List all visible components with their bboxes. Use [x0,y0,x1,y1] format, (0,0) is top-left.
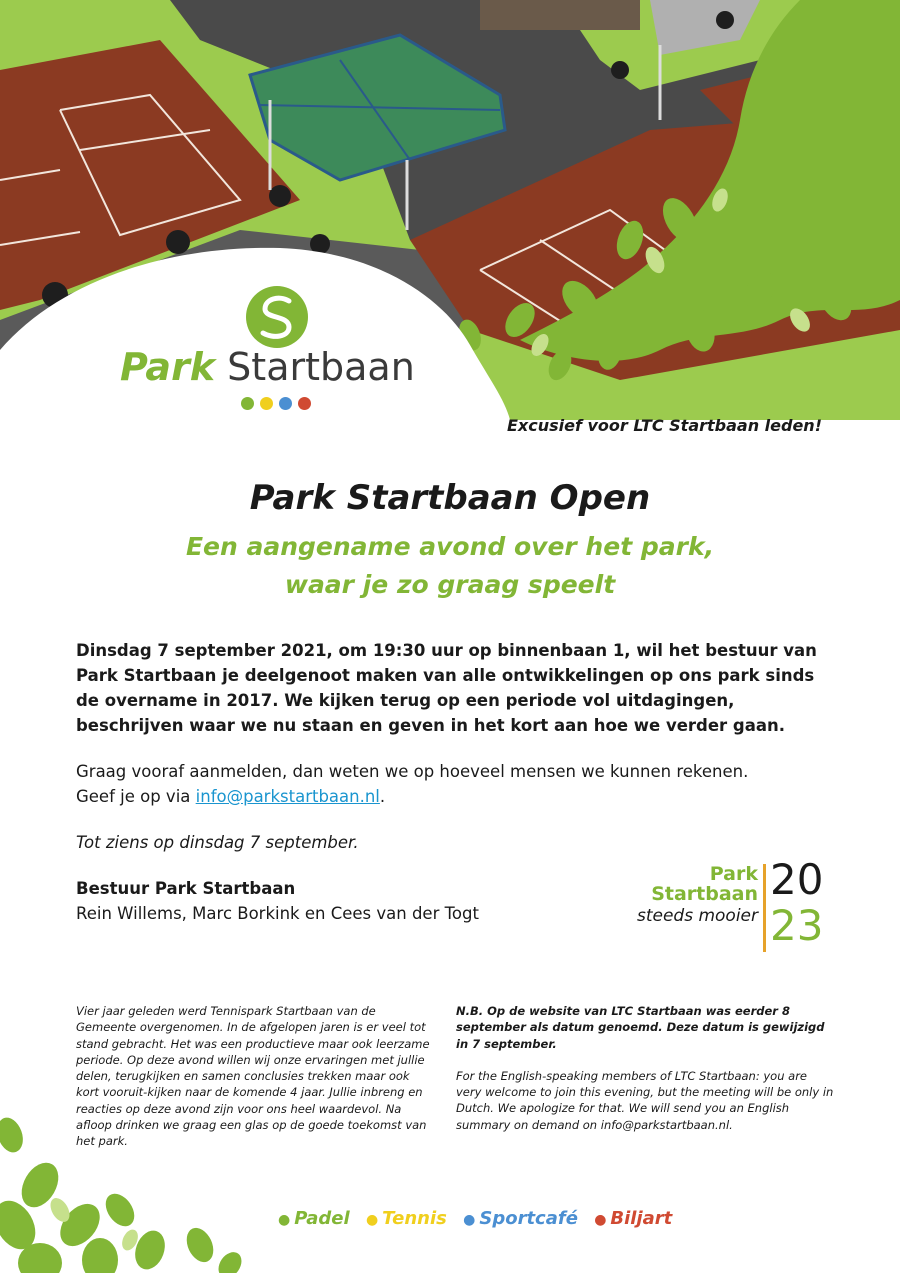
logo-dot-red [298,397,311,410]
signup-email-link[interactable]: info@parkstartbaan.nl [195,787,380,806]
badge-year-top: 20 [770,855,824,904]
footer-item-padel: ● Padel [278,1208,350,1229]
exclusive-note: Excusief voor LTC Startbaan leden! [506,416,822,435]
bullet-icon: ● [365,1212,379,1228]
logo-dot-blue [279,397,292,410]
footer-item-biljart: ● Biljart [594,1208,673,1229]
page-title: Park Startbaan Open [249,478,651,518]
bullet-icon: ● [278,1212,291,1228]
signature-title: Bestuur Park Startbaan [76,879,296,898]
subtitle-line-2: waar je zo graag speelt [284,570,616,599]
badge-divider [763,864,766,952]
english-note: For the English-speaking members of LTC Startbaan: you are very welcome to join this evening, but the meeting will be only in Dutch. We apologize for that. We will send you an English summary on demand on info@parkstartbaan.nl. [456,1068,834,1132]
bullet-icon: ● [463,1212,476,1228]
signup-prefix: Geef je op via [76,787,196,806]
signup-suffix: . [379,787,386,806]
logo-dots [241,397,311,410]
signup-paragraph [76,759,836,809]
badge-year-bottom: 23 [770,901,824,950]
badge-words [651,864,758,904]
badge-line-2: Startbaan [651,883,758,905]
park-2023-badge [620,855,840,960]
logo-dot-yellow [260,397,273,410]
nb-note: N.B. Op de website van LTC Startbaan was eerder 8 september als datum genoemd. Deze datum is gewijzigd in 7 september. [456,1004,825,1051]
notes-left: Vier jaar geleden werd Tennispark Startbaan van de Gemeente overgenomen. In de afgelopen jaren is er veel tot stand gebracht. Het was een productieve maar ook leerzame periode. Op deze avond willen wij onze ervaringen met jullie delen, terugkijken en samen conclusies trekken maar ook kort vooruit-kijken naar de komende 4 jaar. Jullie inbreng en reacties op deze avond zijn voor ons heel waardevol. Na afloop drinken we graag een glas op de goede toekomst van het park. [76,1004,430,1149]
logo-word-park: Park [120,345,216,389]
badge-tagline: steeds mooier [636,906,758,926]
logo-wordmark [120,345,415,389]
subtitle-line-1: Een aangename avond over het park, [185,532,715,561]
leaves-decoration [0,1115,260,1273]
page-subtitle [0,528,900,604]
signup-line-1: Graag vooraf aanmelden, dan weten we op hoeveel mensen we kunnen rekenen. [76,762,749,781]
closing-line: Tot ziens op dinsdag 7 september. [76,833,359,852]
notes-right [456,1003,836,1149]
logo-word-startbaan: Startbaan [227,345,415,389]
badge-line-1: Park [709,863,758,885]
logo-dot-green [241,397,254,410]
park-startbaan-logo [120,285,420,415]
footer-item-sportcafe: ● Sportcafé [463,1208,578,1229]
footer-activities [278,1208,682,1229]
bullet-icon: ● [594,1212,607,1228]
logo-s-icon [245,285,309,349]
signature-names: Rein Willems, Marc Borkink en Cees van der Togt [76,904,479,923]
footer-item-tennis: ● Tennis [365,1208,447,1229]
lead-paragraph: Dinsdag 7 september 2021, om 19:30 uur op binnenbaan 1, wil het bestuur van Park Startbaan je deelgenoot maken van alle ontwikkelingen op ons park sinds de overname in 2017. We kijken terug op een periode vol uitdagingen, beschrijven waar we nu staan en geven in het kort aan hoe we verder gaan. [76,641,817,735]
